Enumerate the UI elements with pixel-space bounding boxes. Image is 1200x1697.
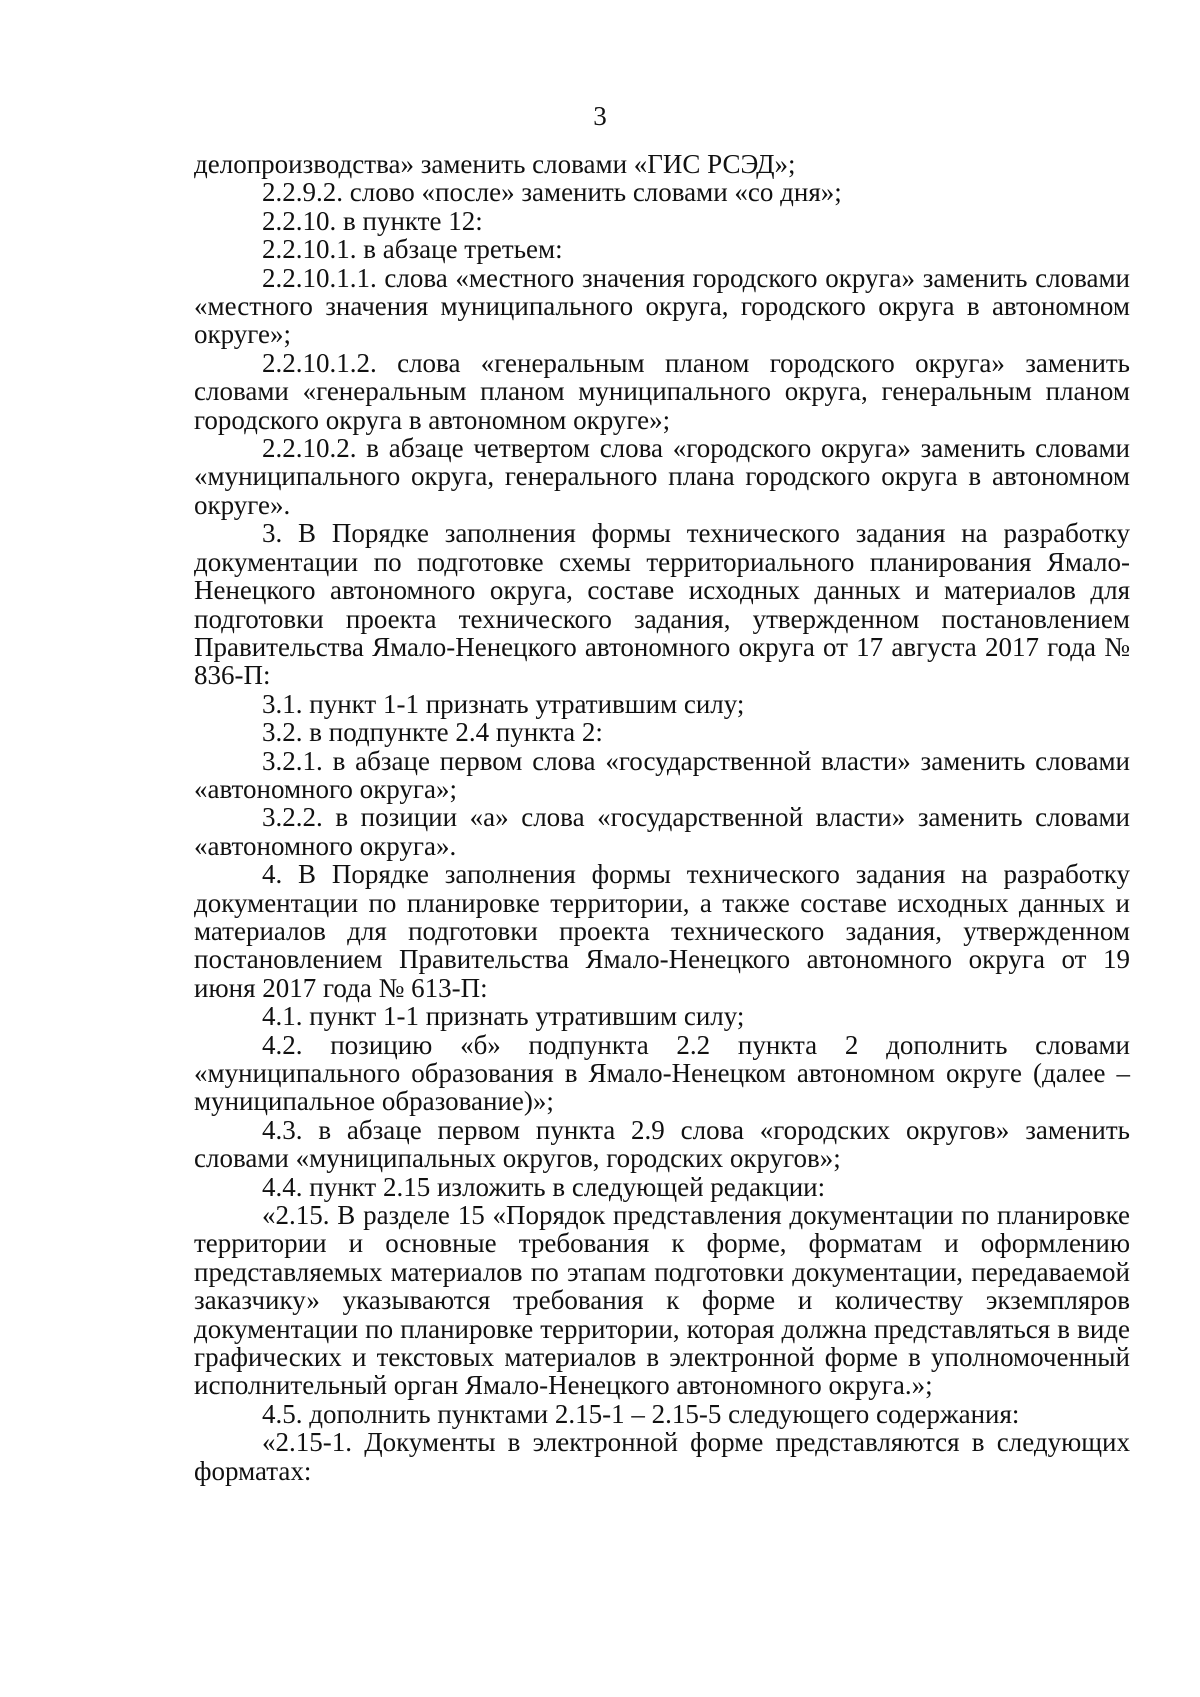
paragraph-13: 4. В Порядке заполнения формы технического задания на разработку документации по планировке территории, а также составе исходных данных и материалов для подготовки проекта технического задания, утвержденном постановлением Правительства Ямало-Ненецкого автономного округа от 19 июня 2017 года № 613-П:	[194, 859, 1130, 1003]
paragraph-3: 2.2.10. в пункте 12:	[262, 205, 483, 236]
paragraph-6: 2.2.10.1.2. слова «генеральным планом городского округа» заменить словами «генеральным планом муниципального округа, генеральным планом городского округа в автономном округе»;	[194, 347, 1130, 435]
paragraph-17: 4.4. пункт 2.15 изложить в следующей редакции:	[262, 1171, 826, 1202]
paragraph-15: 4.2. позицию «б» подпункта 2.2 пункта 2 дополнить словами «муниципального образования в Ямало-Ненецком автономном округе (далее – муниципальное образование)»;	[194, 1029, 1130, 1117]
paragraph-18: «2.15. В разделе 15 «Порядок представления документации по планировке территории и основные требования к форме, форматам и оформлению представляемых материалов по этапам подготовки документации, передаваемой заказчику» указываются требования к форме и количеству экземпляров документации по планировке территории, которая должна представляться в виде графических и текстовых материалов в электронной форме в уполномоченный исполнительный орган Ямало-Ненецкого автономного округа.»;	[194, 1200, 1130, 1401]
page-number: 3	[593, 101, 607, 131]
paragraph-9: 3.1. пункт 1-1 признать утратившим силу;	[262, 688, 745, 719]
document-body	[194, 150, 1130, 1485]
paragraph-20: «2.15-1. Документы в электронной форме представляются в следующих форматах:	[194, 1427, 1130, 1486]
paragraph-2: 2.2.9.2. слово «после» заменить словами «со дня»;	[262, 177, 842, 208]
paragraph-5: 2.2.10.1.1. слова «местного значения городского округа» заменить словами «местного значения муниципального округа, городского округа в автономном округе»;	[194, 262, 1130, 350]
paragraph-11: 3.2.1. в абзаце первом слова «государственной власти» заменить словами «автономного округа»;	[194, 745, 1130, 804]
paragraph-14: 4.1. пункт 1-1 признать утратившим силу;	[262, 1001, 745, 1032]
paragraph-4: 2.2.10.1. в абзаце третьем:	[262, 234, 563, 265]
paragraph-19: 4.5. дополнить пунктами 2.15-1 – 2.15-5 следующего содержания:	[262, 1398, 1020, 1429]
paragraph-7: 2.2.10.2. в абзаце четвертом слова «городского округа» заменить словами «муниципального округа, генерального плана городского округа в автономном округе».	[194, 433, 1130, 520]
paragraph-16: 4.3. в абзаце первом пункта 2.9 слова «городских округов» заменить словами «муниципальных округов, городских округов»;	[194, 1114, 1130, 1174]
paragraph-8: 3. В Порядке заполнения формы технического задания на разработку документации по подготовке схемы территориального планирования Ямало-Ненецкого автономного округа, составе исходных данных и материалов для подготовки проекта технического задания, утвержденном постановлением Правительства Ямало-Ненецкого автономного округа от 17 августа 2017 года № 836-П:	[194, 518, 1130, 691]
paragraph-12: 3.2.2. в позиции «а» слова «государственной власти» заменить словами «автономного округа».	[194, 802, 1130, 861]
paragraph-1: делопроизводства» заменить словами «ГИС РСЭД»;	[194, 149, 796, 179]
paragraph-10: 3.2. в подпункте 2.4 пункта 2:	[262, 717, 603, 748]
